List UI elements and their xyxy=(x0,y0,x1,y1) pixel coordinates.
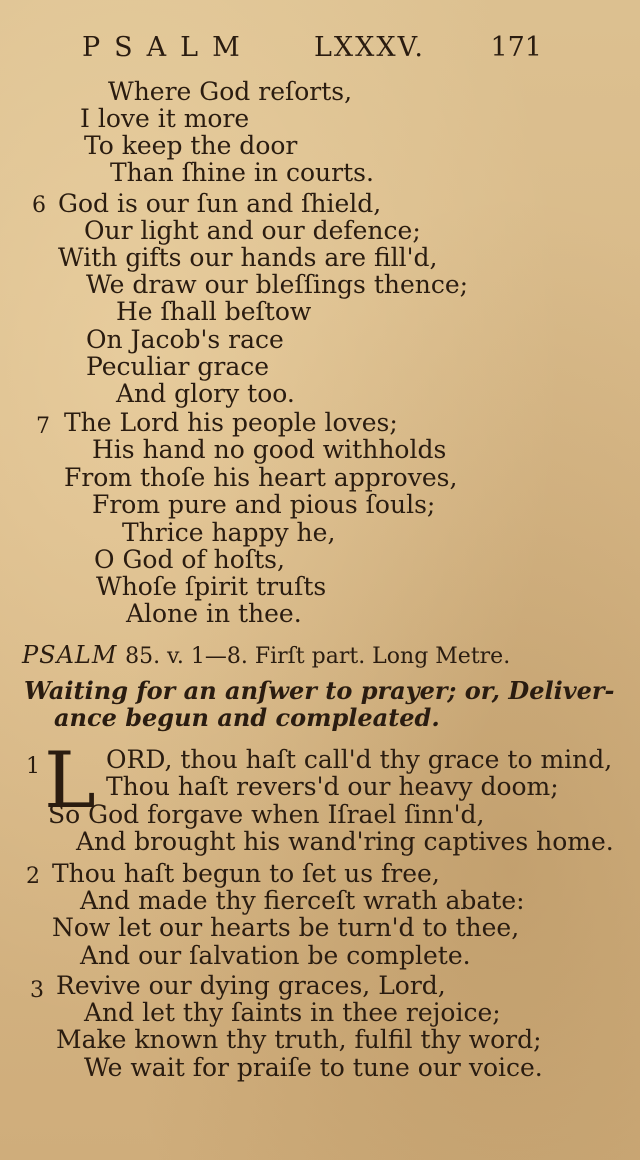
psalm-heading xyxy=(22,640,510,672)
verse-line: And our ſalvation be complete. xyxy=(80,941,471,970)
verse-line: Thou haſt revers'd our heavy doom; xyxy=(106,772,559,801)
verse-line: Our light and our defence; xyxy=(84,216,421,245)
verse-line: He ſhall beſtow xyxy=(116,297,312,326)
verse-line: From pure and pious ſouls; xyxy=(92,490,436,519)
verse-line: The Lord his people loves; xyxy=(64,408,398,437)
verse-line: ORD, thou haſt call'd thy grace to mind, xyxy=(106,745,613,774)
verse-line: His hand no good withholds xyxy=(92,435,447,464)
verse-line: Where God reſorts, xyxy=(108,77,353,106)
header-title: PSALM xyxy=(82,32,254,63)
verse-line: Peculiar grace xyxy=(86,352,270,381)
verse-line: So God forgave when Iſrael ſinn'd, xyxy=(48,800,485,829)
verse-line: We wait for praiſe to tune our voice. xyxy=(84,1053,543,1082)
verse-number: 7 xyxy=(36,414,50,439)
verse-line: God is our ſun and ſhield, xyxy=(58,189,382,218)
psalm-subtitle-line: Waiting for an anſwer to prayer; or, Deliver- xyxy=(24,676,615,705)
drop-cap: L xyxy=(44,736,96,826)
verse-line: And glory too. xyxy=(116,379,295,408)
verse-line: Than ſhine in courts. xyxy=(110,158,374,187)
verse-line: We draw our bleſſings thence; xyxy=(86,270,469,299)
verse-line: To keep the door xyxy=(84,131,298,160)
verse-line: Now let our hearts be turn'd to thee, xyxy=(52,913,520,942)
verse-line: Thrice happy he, xyxy=(122,518,336,547)
psalm-heading-label: PSALM xyxy=(22,641,118,669)
psalm-subtitle-line: ance begun and compleated. xyxy=(54,703,440,732)
verse-line: With gifts our hands are fill'd, xyxy=(58,243,438,272)
page-number: 171 xyxy=(490,32,542,63)
verse-line: And let thy ſaints in thee rejoice; xyxy=(84,998,501,1027)
verse-line: I love it more xyxy=(80,104,250,133)
verse-line: Revive our dying graces, Lord, xyxy=(56,971,446,1000)
verse-line: Whoſe ſpirit truſts xyxy=(96,572,327,601)
verse-number: 3 xyxy=(30,978,44,1003)
psalm-heading-detail: 85. v. 1—8. Firſt part. Long Metre. xyxy=(125,644,511,669)
verse-line: And brought his wand'ring captives home. xyxy=(76,827,614,856)
verse-number: 2 xyxy=(26,864,40,889)
verse-line: Thou haſt begun to ſet us free, xyxy=(52,859,440,888)
verse-number: 1 xyxy=(26,754,40,779)
verse-line: And made thy fierceſt wrath abate: xyxy=(80,886,525,915)
running-header xyxy=(82,32,542,72)
header-psalm-numeral: LXXXV. xyxy=(314,32,425,63)
verse-line: Alone in thee. xyxy=(126,599,302,628)
verse-number: 6 xyxy=(32,193,46,218)
verse-line: O God of hoſts, xyxy=(94,545,285,574)
verse-line: Make known thy truth, fulfil thy word; xyxy=(56,1025,542,1054)
verse-line: On Jacob's race xyxy=(86,325,284,354)
verse-line: From thoſe his heart approves, xyxy=(64,463,458,492)
